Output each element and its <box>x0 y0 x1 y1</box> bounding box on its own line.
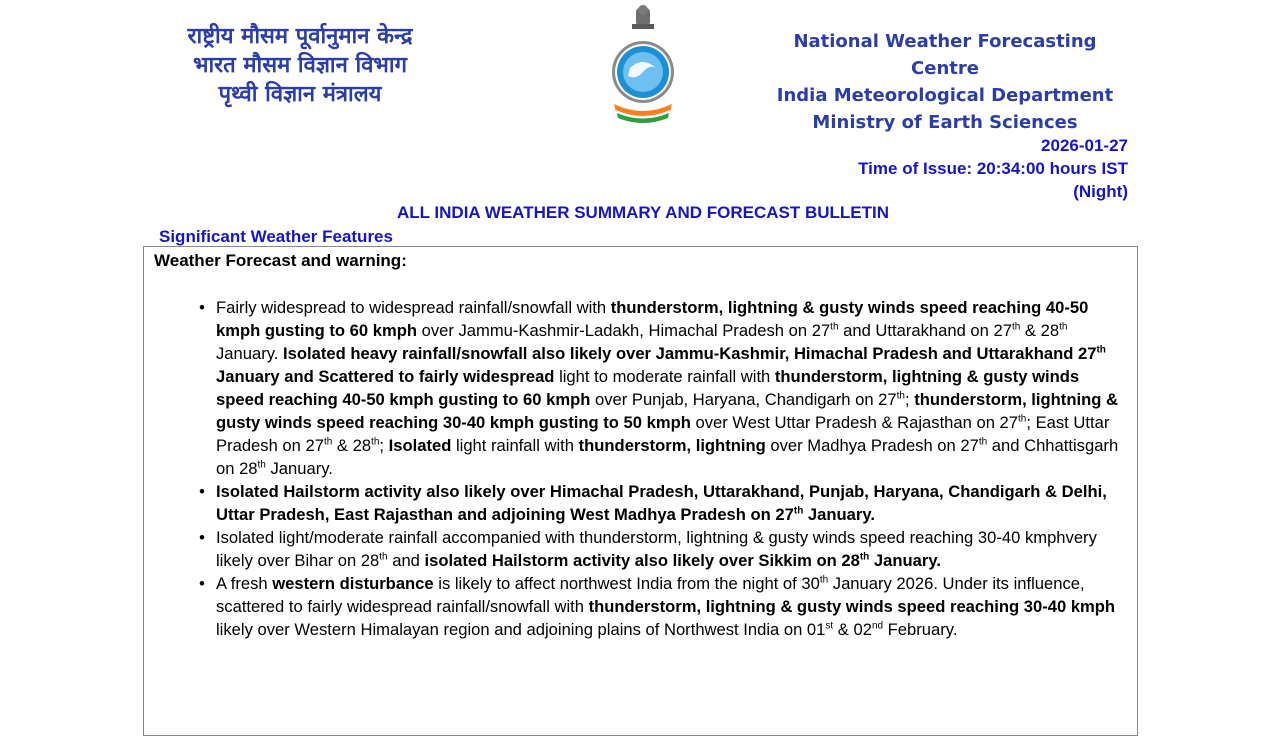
bullet-text-segment: thunderstorm, lightning & gusty winds speed reaching 30-40 kmph gusting to 50 kmph <box>216 390 1118 432</box>
bullet-text-segment: Isolated heavy rainfall/snowfall also likely over Jammu-Kashmir, Himachal Pradesh and Uttarakhand 27 <box>283 344 1097 363</box>
bullet-text-segment: and Uttarakhand on 27 <box>838 321 1012 340</box>
ordinal-suffix: th <box>830 321 839 333</box>
bullet-text-segment: ; <box>904 390 915 409</box>
ordinal-suffix: th <box>257 459 266 471</box>
bullet-text-segment: thunderstorm, lightning & gusty winds speed reaching 40-50 kmph gusting to 60 kmph <box>216 367 1080 409</box>
bulletin-title: ALL INDIA WEATHER SUMMARY AND FORECAST BULLETIN <box>396 203 890 222</box>
ordinal-suffix: th <box>371 436 380 448</box>
bullet-item <box>216 526 1121 572</box>
section-title: Significant Weather Features <box>159 227 393 246</box>
bullet-text-segment: thunderstorm, lightning & gusty winds speed reaching 30-40 kmph <box>588 597 1116 616</box>
bullet-text-segment: and <box>387 551 425 570</box>
bullet-text-segment: is likely to affect northwest India from the night of 30 <box>433 574 820 593</box>
bullet-text-segment: January. <box>265 459 333 478</box>
bullet-text-segment: over West Uttar Pradesh & Rajasthan on 27 <box>690 413 1019 432</box>
issue-period: (Night) <box>1073 182 1128 201</box>
bullet-text-segment: January. <box>803 505 875 524</box>
issue-date: 2026-01-27 <box>1041 136 1128 155</box>
hindi-line-2: भारत मौसम विज्ञान विभाग <box>193 53 407 78</box>
bullet-text-segment: thunderstorm, lightning <box>578 436 766 455</box>
bullet-text-segment: & 28 <box>332 436 372 455</box>
ordinal-suffix: th <box>859 551 870 563</box>
bullet-text-segment: thunderstorm, lightning & gusty winds speed reaching 40-50 kmph gusting to 60 kmph <box>216 298 1089 340</box>
english-line-2: India Meteorological Department <box>776 85 1114 106</box>
bullet-text-segment: western disturbance <box>272 574 434 593</box>
ordinal-suffix: th <box>1096 344 1106 356</box>
issue-time: Time of Issue: 20:34:00 hours IST <box>858 159 1128 178</box>
bullet-text-segment: January 2026. Under its influence, scattered to fairly widespread rainfall/snowfall with <box>216 574 1085 616</box>
ordinal-suffix: st <box>825 620 834 632</box>
bullet-text-segment: & 28 <box>1020 321 1060 340</box>
ordinal-suffix: nd <box>871 620 884 632</box>
bullet-text-segment: Isolated light/moderate rainfall accompanied with thunderstorm, lightning & gusty winds speed reaching 30-40 kmphvery likely over Bihar on 28 <box>216 528 1097 570</box>
bullet-text-segment: over Jammu-Kashmir-Ladakh, Himachal Pradesh on 27 <box>416 321 831 340</box>
bullet-text-segment: February. <box>883 620 958 639</box>
ordinal-suffix: th <box>1059 321 1068 333</box>
ordinal-suffix: th <box>978 436 988 448</box>
bullet-item <box>216 296 1121 480</box>
ordinal-suffix: th <box>896 390 905 402</box>
ordinal-suffix: th <box>323 436 333 448</box>
bullet-text-segment: A fresh <box>216 574 273 593</box>
forecast-bullets <box>216 296 1121 641</box>
hindi-header <box>150 22 450 109</box>
bullet-item <box>216 572 1121 641</box>
imd-emblem-icon <box>606 2 680 124</box>
ordinal-suffix: th <box>793 505 804 517</box>
hindi-line-3: पृथ्वी विज्ञान मंत्रालय <box>218 82 382 107</box>
english-line-1: National Weather Forecasting Centre <box>793 31 1097 79</box>
bullet-text-segment: over Punjab, Haryana, Chandigarh on 27 <box>590 390 897 409</box>
ordinal-suffix: th <box>1018 413 1027 425</box>
bullet-item <box>216 480 1121 526</box>
ordinal-suffix: th <box>1011 321 1021 333</box>
box-heading: Weather Forecast and warning: <box>154 251 407 270</box>
bullet-text-segment: & 02 <box>833 620 872 639</box>
bullet-text-segment: light rainfall with <box>451 436 579 455</box>
issue-meta <box>858 134 1128 203</box>
bullet-text-segment: January and Scattered to fairly widespread <box>216 367 555 386</box>
bullet-text-segment: Isolated <box>388 436 452 455</box>
bullet-text-segment: Isolated Hailstorm activity also likely over Himachal Pradesh, Uttarakhand, Punjab, Haryana, Chandigarh & Delhi, Uttar Pradesh, East Rajasthan and adjoining West Madhya Pradesh on 27 <box>216 482 1107 524</box>
bullet-text-segment: isolated Hailstorm activity also likely over Sikkim on 28 <box>424 551 860 570</box>
bullet-text-segment: Fairly widespread to widespread rainfall/snowfall with <box>216 298 611 317</box>
ordinal-suffix: th <box>819 574 829 586</box>
bullet-text-segment: likely over Western Himalayan region and adjoining plains of Northwest India on 01 <box>216 620 826 639</box>
bullet-text-segment: ; <box>379 436 389 455</box>
bullet-text-segment: over Madhya Pradesh on 27 <box>765 436 979 455</box>
bullet-text-segment: light to moderate rainfall with <box>554 367 775 386</box>
bullet-text-segment: January. <box>216 344 284 363</box>
bullet-text-segment: and Chhattisgarh on 28 <box>216 436 1119 478</box>
english-header <box>770 28 1120 136</box>
english-line-3: Ministry of Earth Sciences <box>812 112 1078 133</box>
hindi-line-1: राष्ट्रीय मौसम पूर्वानुमान केन्द्र <box>187 24 413 49</box>
bullet-text-segment: January. <box>869 551 941 570</box>
bullet-text-segment: ; East Uttar Pradesh on 27 <box>216 413 1110 455</box>
ordinal-suffix: th <box>379 551 388 563</box>
